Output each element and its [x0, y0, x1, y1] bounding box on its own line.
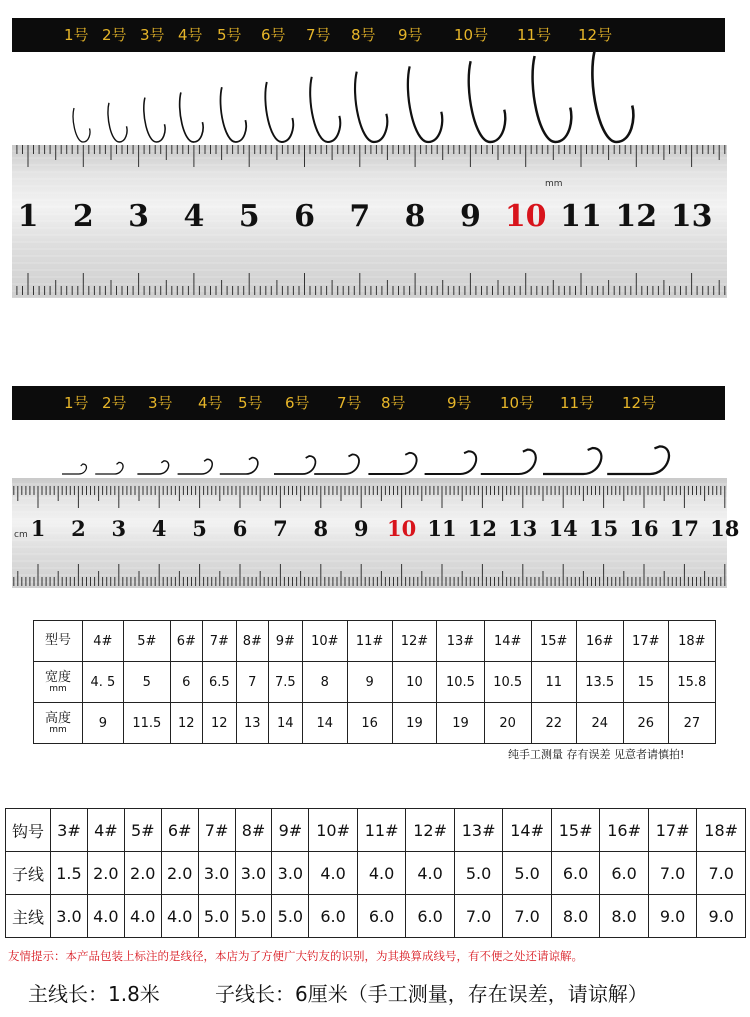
table-cell: 5.0 [272, 895, 309, 938]
table-cell: 5 [123, 662, 170, 703]
table-cell: 17# [623, 621, 668, 662]
table-cell: 4# [83, 621, 124, 662]
hook [180, 92, 203, 142]
ruler-number: 17 [669, 516, 700, 541]
ruler-number: 13 [670, 199, 713, 234]
hook [95, 462, 123, 474]
table-cell: 6.0 [357, 895, 406, 938]
table-cell: 16# [600, 809, 649, 852]
size-label: 2号 [102, 26, 127, 44]
table-cell: 6.5 [202, 662, 236, 703]
size-label: 9号 [398, 26, 423, 44]
ruler-number: 2 [72, 199, 94, 234]
hook [73, 108, 90, 142]
table-cell: 19 [437, 703, 484, 744]
ruler-number: 5 [192, 516, 207, 541]
table-cell: 26 [623, 703, 668, 744]
table-cell: 3.0 [235, 852, 272, 895]
size-label: 7号 [337, 394, 362, 412]
table-cell: 9 [347, 662, 392, 703]
table-cell: 7.5 [268, 662, 302, 703]
table-cell: 7# [198, 809, 235, 852]
line-row-main [6, 895, 746, 938]
table-cell: 5.0 [503, 852, 552, 895]
ruler-number: 14 [548, 516, 578, 541]
line-row-hook [6, 809, 746, 852]
size-label: 5号 [217, 26, 242, 44]
line-row-sub [6, 852, 746, 895]
size-label: 1号 [64, 26, 89, 44]
table-cell: 7 [236, 662, 268, 703]
size-label: 6号 [261, 26, 286, 44]
table-cell: 13.5 [576, 662, 623, 703]
table-cell: 15 [623, 662, 668, 703]
ruler-number: 18 [710, 516, 740, 541]
size-label: 5号 [238, 394, 263, 412]
size-label: 8号 [381, 394, 406, 412]
table-cell: 9 [83, 703, 124, 744]
spec-row-height [34, 703, 716, 744]
hook [592, 51, 633, 142]
ruler-number: 12 [467, 516, 498, 541]
hook [481, 450, 536, 474]
hook [178, 459, 213, 474]
ruler-number: 2 [71, 516, 86, 541]
ruler-number: 10 [504, 199, 547, 234]
table-cell: 6.0 [600, 852, 649, 895]
table-cell: 7.0 [697, 852, 746, 895]
size-label: 1号 [64, 394, 89, 412]
main-label: 主线 [6, 895, 51, 938]
size-label: 3号 [148, 394, 173, 412]
ruler-number: 9 [353, 516, 369, 541]
table-cell: 15# [551, 809, 600, 852]
table-cell: 2.0 [124, 852, 161, 895]
table-cell: 16# [576, 621, 623, 662]
table-cell: 11# [347, 621, 392, 662]
size-label: 4号 [198, 394, 223, 412]
ruler-number: 13 [508, 516, 538, 541]
table-cell: 10# [302, 621, 347, 662]
table-cell: 6.0 [309, 895, 358, 938]
ruler-number: 16 [629, 516, 659, 541]
table-cell: 19 [392, 703, 437, 744]
spec-header: 型号 [34, 621, 83, 662]
table-cell: 10# [309, 809, 358, 852]
ruler-number: 11 [427, 516, 457, 541]
ruler-number: 6 [232, 516, 248, 541]
table-cell: 16 [347, 703, 392, 744]
table-cell: 6.0 [406, 895, 455, 938]
table-cell: 6# [170, 621, 202, 662]
table-cell: 4.0 [87, 895, 124, 938]
sub-line-length: 子线长：6厘米（手工测量，存在误差，请谅解） [215, 982, 648, 1006]
table-cell: 15.8 [668, 662, 715, 703]
size-label: 7号 [306, 26, 331, 44]
table-cell: 4.0 [309, 852, 358, 895]
hook [543, 448, 601, 474]
table-cell: 9# [268, 621, 302, 662]
height-unit: mm [49, 724, 67, 735]
hook [144, 98, 165, 142]
table-cell: 4# [87, 809, 124, 852]
size-label: 12号 [578, 26, 613, 44]
ruler-2-unit: cm [14, 530, 28, 540]
ruler-1-unit: mm [545, 179, 563, 189]
table-cell: 12# [392, 621, 437, 662]
table-cell: 7# [202, 621, 236, 662]
hook [408, 66, 442, 142]
table-cell: 2.0 [161, 852, 198, 895]
ruler-number: 3 [128, 199, 150, 234]
size-label: 10号 [500, 394, 535, 412]
size-label: 9号 [447, 394, 472, 412]
table-cell: 3.0 [272, 852, 309, 895]
table-cell: 24 [576, 703, 623, 744]
table-cell: 4.0 [357, 852, 406, 895]
table-cell: 7.0 [648, 852, 697, 895]
ruler-number: 15 [588, 516, 619, 541]
table-cell: 13# [454, 809, 503, 852]
ruler-2 [12, 478, 740, 588]
ruler-number: 1 [17, 199, 39, 234]
hook [425, 451, 477, 474]
width-label: 宽度 [44, 669, 71, 685]
hook [265, 82, 293, 142]
table-cell: 14# [503, 809, 552, 852]
ruler-number: 12 [615, 199, 658, 234]
table-cell: 1.5 [51, 852, 88, 895]
ruler-number: 4 [183, 199, 205, 234]
table-cell: 6.0 [551, 852, 600, 895]
hook [108, 103, 127, 142]
table-cell: 6 [170, 662, 202, 703]
table-cell: 11.5 [123, 703, 170, 744]
table-cell: 8 [302, 662, 347, 703]
hook [274, 456, 315, 474]
table-cell: 4. 5 [83, 662, 124, 703]
hook [137, 461, 168, 474]
spec-row-width [34, 662, 716, 703]
hook [220, 87, 246, 142]
hook [314, 454, 359, 474]
table-cell: 5.0 [454, 852, 503, 895]
size-label: 4号 [178, 26, 203, 44]
table-cell: 3.0 [198, 852, 235, 895]
spec-note: 纯手工测量 存有误差 见意者请慎拍! [508, 748, 685, 761]
table-cell: 17# [648, 809, 697, 852]
width-label-cell [34, 662, 83, 703]
table-cell: 13# [437, 621, 484, 662]
height-label: 高度 [44, 710, 71, 726]
ruler-1 [12, 145, 727, 298]
friendly-tip: 友情提示：本产品包装上标注的是线径，本店为了方便广大钓友的识别，为其换算成线号，有不便之处还请谅解。 [8, 949, 583, 963]
table-cell: 5.0 [235, 895, 272, 938]
table-cell: 9# [272, 809, 309, 852]
table-cell: 15# [531, 621, 576, 662]
main-line-length: 主线长：1.8米 [28, 982, 160, 1006]
size-label: 8号 [351, 26, 376, 44]
size-label: 11号 [517, 26, 552, 44]
ruler-number: 5 [238, 199, 260, 234]
table-cell: 3.0 [51, 895, 88, 938]
table-cell: 18# [697, 809, 746, 852]
flat-hooks-illustration [0, 432, 750, 482]
sub-label: 子线 [6, 852, 51, 895]
line-table [5, 808, 746, 938]
size-label: 6号 [285, 394, 310, 412]
table-cell: 5.0 [198, 895, 235, 938]
table-cell: 8.0 [551, 895, 600, 938]
hook [62, 464, 86, 474]
hook [469, 61, 506, 142]
table-cell: 11 [531, 662, 576, 703]
label-bar-2 [12, 386, 725, 420]
table-cell: 9.0 [648, 895, 697, 938]
table-cell: 20 [484, 703, 531, 744]
width-unit: mm [49, 683, 67, 694]
hook [607, 446, 669, 474]
table-cell: 9.0 [697, 895, 746, 938]
table-cell: 2.0 [87, 852, 124, 895]
table-cell: 7.0 [503, 895, 552, 938]
table-cell: 12# [406, 809, 455, 852]
size-label: 2号 [102, 394, 127, 412]
spec-table [33, 620, 716, 744]
table-cell: 10.5 [484, 662, 531, 703]
table-cell: 4.0 [161, 895, 198, 938]
table-cell: 5# [123, 621, 170, 662]
table-cell: 27 [668, 703, 715, 744]
table-cell: 13 [236, 703, 268, 744]
spec-row-model [34, 621, 716, 662]
ruler-number: 7 [273, 516, 288, 541]
ruler-number: 9 [459, 199, 481, 234]
table-cell: 4.0 [406, 852, 455, 895]
hook [368, 453, 416, 474]
ruler-number: 11 [560, 199, 602, 234]
table-cell: 3# [51, 809, 88, 852]
table-cell: 14 [302, 703, 347, 744]
table-cell: 18# [668, 621, 715, 662]
size-label: 11号 [560, 394, 595, 412]
ruler-number: 6 [294, 199, 315, 234]
size-label: 10号 [454, 26, 489, 44]
table-cell: 4.0 [124, 895, 161, 938]
label-bar-1 [12, 18, 725, 52]
table-cell: 12 [170, 703, 202, 744]
ruler-number: 3 [111, 516, 127, 541]
table-cell: 8# [236, 621, 268, 662]
hook [310, 77, 340, 142]
table-cell: 12 [202, 703, 236, 744]
hook [355, 72, 387, 142]
ruler-number: 4 [151, 516, 167, 541]
ruler-number: 10 [386, 516, 417, 541]
line-header: 钩号 [6, 809, 51, 852]
table-cell: 11# [357, 809, 406, 852]
upright-hooks-illustration [0, 52, 750, 152]
table-cell: 5# [124, 809, 161, 852]
table-cell: 14 [268, 703, 302, 744]
table-cell: 6# [161, 809, 198, 852]
table-cell: 10.5 [437, 662, 484, 703]
table-cell: 14# [484, 621, 531, 662]
ruler-number: 7 [349, 199, 371, 234]
table-cell: 8.0 [600, 895, 649, 938]
ruler-number: 1 [30, 516, 46, 541]
hook [533, 56, 572, 142]
ruler-number: 8 [404, 199, 426, 234]
table-cell: 22 [531, 703, 576, 744]
table-cell: 10 [392, 662, 437, 703]
size-label: 12号 [622, 394, 657, 412]
table-cell: 8# [235, 809, 272, 852]
height-label-cell [34, 703, 83, 744]
hook [220, 458, 258, 474]
table-cell: 7.0 [454, 895, 503, 938]
ruler-number: 8 [313, 516, 329, 541]
size-label: 3号 [140, 26, 165, 44]
